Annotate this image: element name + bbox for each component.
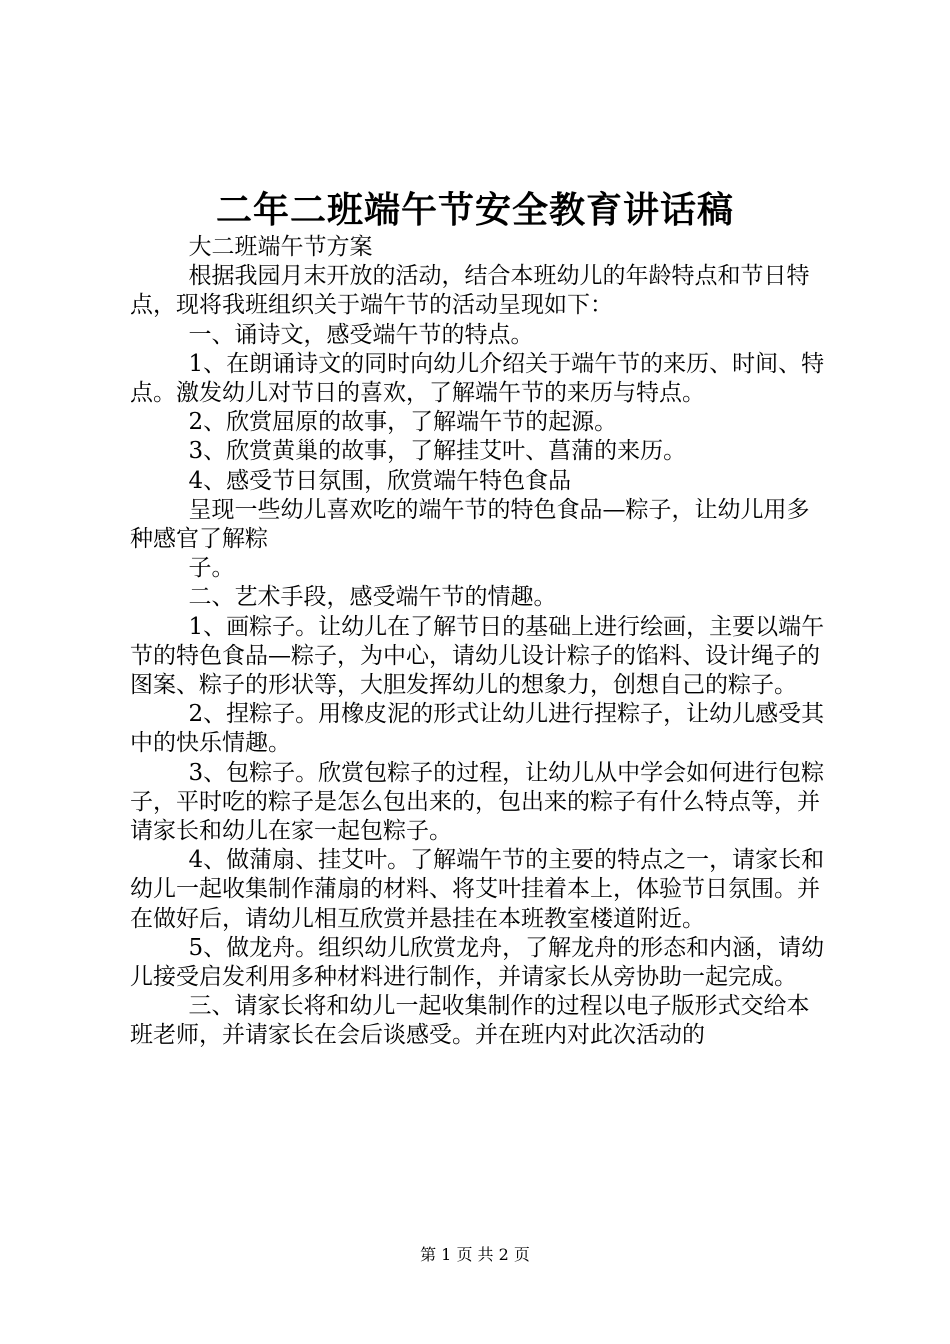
paragraph: 5、做龙舟。组织幼儿欣赏龙舟，了解龙舟的形态和内涵，请幼儿接受启发利用多种材料进行制作，并请家长从旁协助一起完成。 [130, 934, 825, 991]
paragraph: 3、包粽子。欣赏包粽子的过程，让幼儿从中学会如何进行包粽子，平时吃的粽子是怎么包出来的，包出来的粽子有什么特点等，并请家长和幼儿在家一起包粽子。 [130, 759, 825, 845]
paragraph: 2、欣赏屈原的故事，了解端午节的起源。 [130, 409, 618, 436]
paragraph: 一、诵诗文，感受端午节的特点。 [130, 321, 534, 348]
paragraph: 根据我园月末开放的活动，结合本班幼儿的年龄特点和节日特点，现将我班组织关于端午节的活动呈现如下： [130, 263, 810, 319]
paragraph: 1、在朗诵诗文的同时向幼儿介绍关于端午节的来历、时间、特点。激发幼儿对节日的喜欢，了解端午节的来历与特点。 [130, 350, 825, 407]
paragraph: 4、感受节日氛围，欣赏端午特色食品 [130, 467, 572, 494]
paragraph: 2、捏粽子。用橡皮泥的形式让幼儿进行捏粽子，让幼儿感受其中的快乐情趣。 [130, 701, 825, 757]
paragraph: 大二班端午节方案 [130, 234, 373, 260]
page-number-footer: 第 1 页 共 2 页 [420, 1245, 530, 1264]
paragraph: 子。 [130, 555, 235, 582]
paragraph: 呈现一些幼儿喜欢吃的端午节的特色食品—粽子，让幼儿用多种感官了解粽 [130, 496, 810, 553]
paragraph: 二、艺术手段，感受端午节的情趣。 [130, 584, 557, 611]
paragraph: 4、做蒲扇、挂艾叶。了解端午节的主要的特点之一，请家长和幼儿一起收集制作蒲扇的材料、将艾叶挂着本上，体验节日氛围。并在做好后，请幼儿相互欣赏并悬挂在本班教室楼道附近。 [130, 847, 825, 932]
paragraph: 三、请家长将和幼儿一起收集制作的过程以电子版形式交给本班老师，并请家长在会后谈感受。并在班内对此次活动的 [130, 993, 810, 1049]
document-body [130, 233, 830, 1051]
page-title: 二年二班端午节安全教育讲话稿 [215, 189, 734, 231]
paragraph: 1、画粽子。让幼儿在了解节日的基础上进行绘画，主要以端午节的特色食品—粽子，为中心，请幼儿设计粽子的馅料、设计绳子的图案、粽子的形状等，大胆发挥幼儿的想象力，创想自己的粽子。 [130, 613, 825, 699]
paragraph: 3、欣赏黄巢的故事，了解挂艾叶、菖蒲的来历。 [130, 438, 687, 465]
